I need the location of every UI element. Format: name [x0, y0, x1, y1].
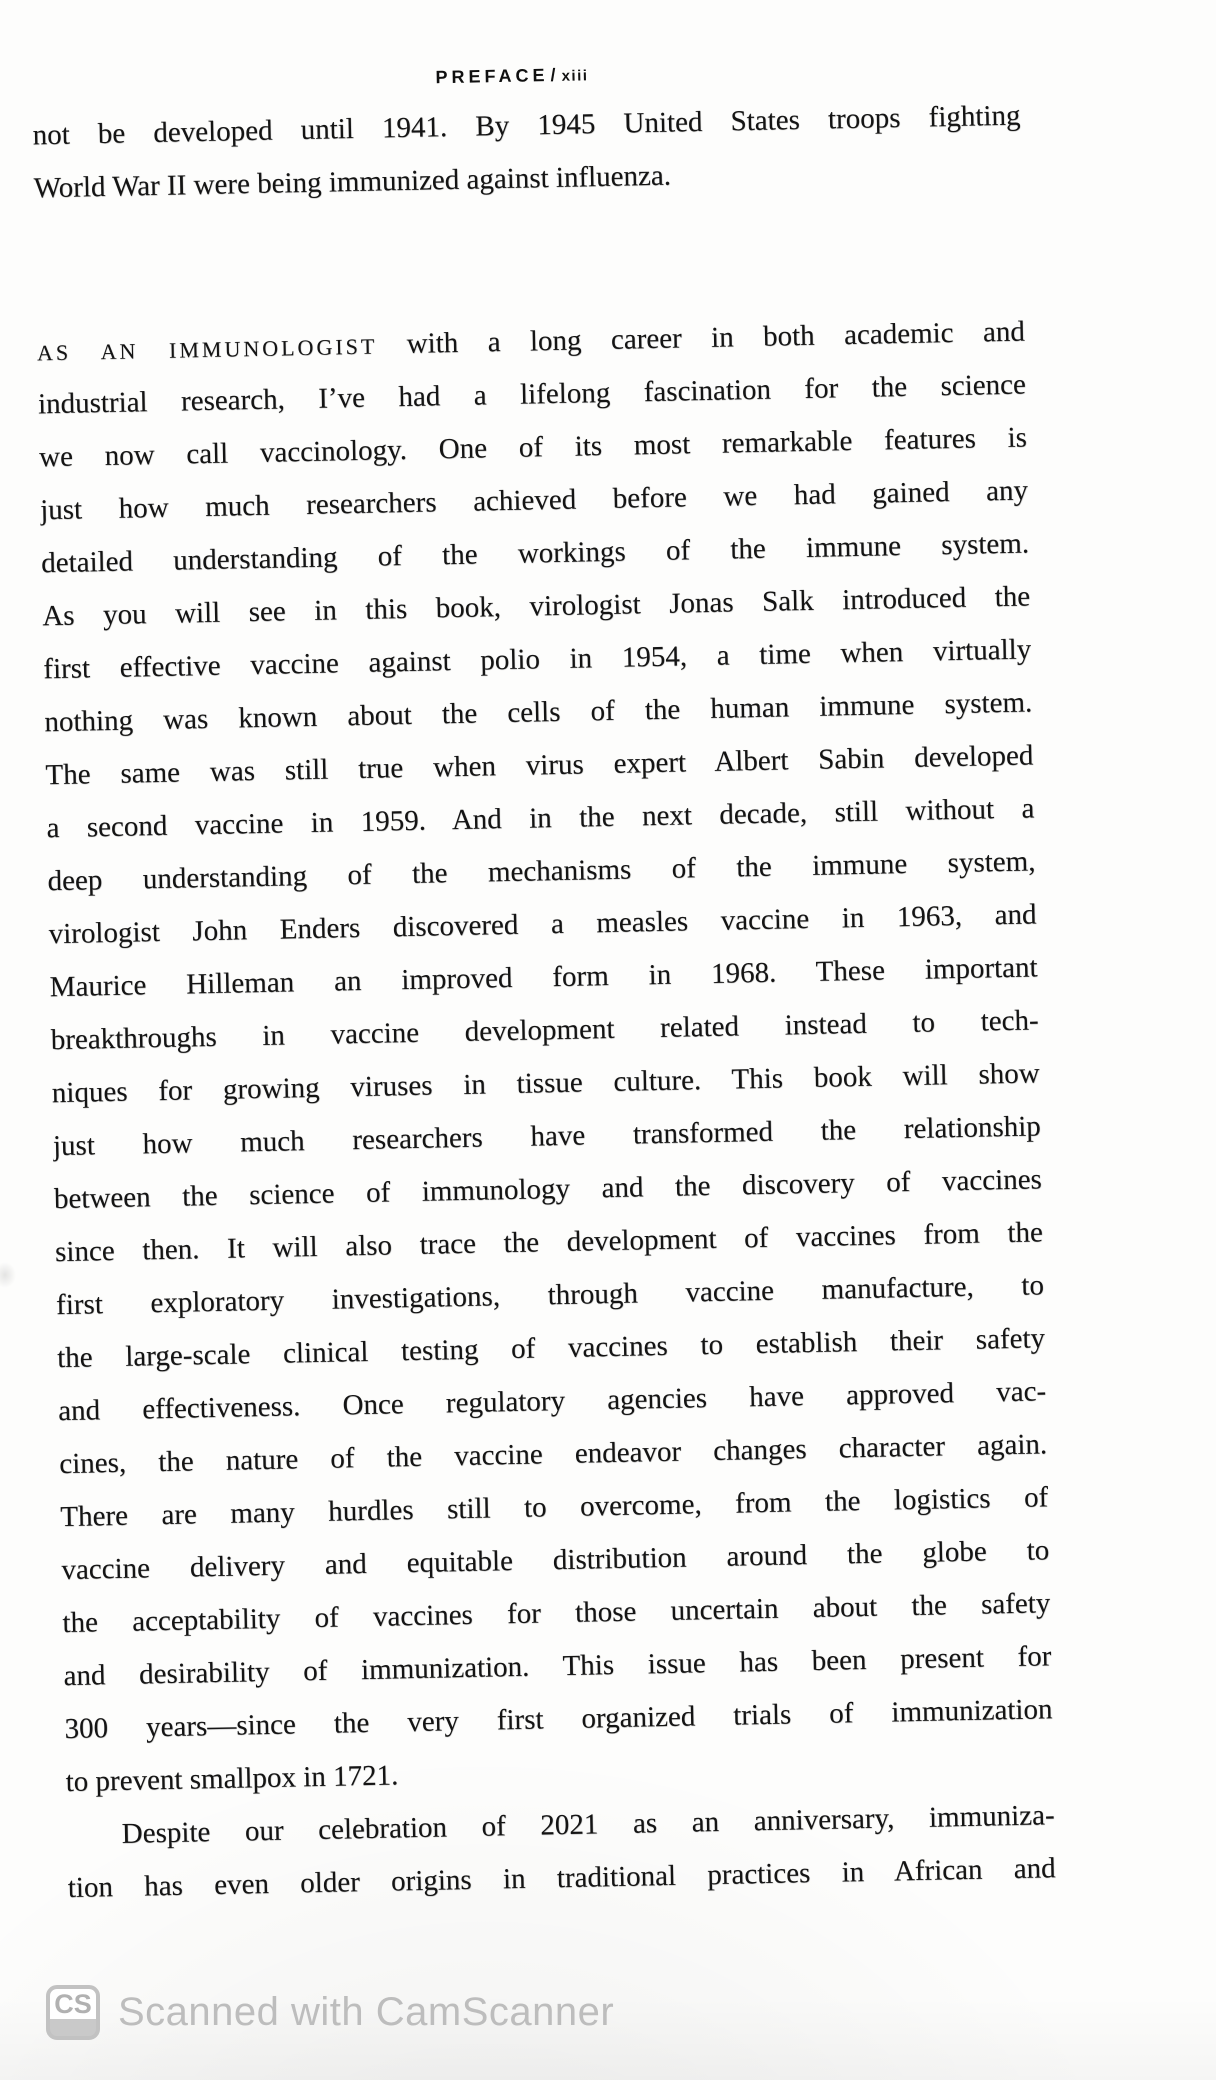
body-text [32, 90, 1056, 1915]
text-line: World War II were being immunized against influenza. [33, 159, 672, 205]
camscanner-watermark [46, 1985, 614, 2040]
text-line: we now call vaccinology. One of its most remarkable features is [38, 421, 1028, 474]
header-page-number: xiii [561, 67, 589, 85]
text-line: just how much researchers achieved before we had gained any [39, 474, 1029, 527]
text-line: since then. It will also trace the development of vaccines from the [54, 1216, 1044, 1269]
paragraph [36, 306, 1054, 1810]
watermark-label: Scanned with CamScanner [118, 1990, 615, 2034]
camscanner-icon-letters: CS [54, 1989, 92, 2019]
text-line: not be developed until 1941. By 1945 United States troops fighting [32, 99, 1021, 152]
text-line: 300 years—since the very first organized trials of immunization [64, 1693, 1053, 1746]
text-line: the large-scale clinical testing of vaccines to establish their safety [56, 1322, 1046, 1375]
text-line: a second vaccine in 1959. And in the next decade, still without a [46, 792, 1035, 845]
text-line: virologist John Enders discovered a measles vaccine in 1963, and [48, 898, 1037, 951]
page-header [435, 64, 588, 88]
text-line: tion has even older origins in traditional practices in African and [67, 1852, 1056, 1905]
text-line: The same was still true when virus expert Albert Sabin developed [45, 739, 1034, 792]
text-line: There are many hurdles still to overcome, from the logistics of [60, 1481, 1049, 1534]
text-line: nothing was known about the cells of the human immune system. [44, 686, 1033, 739]
header-title: PREFACE [435, 65, 549, 88]
text-line: AS AN IMMUNOLOGIST with a long career in both academic and [36, 315, 1026, 366]
text-line: As you will see in this book, virologist Jonas Salk introduced the [41, 580, 1031, 633]
text-line: niques for growing viruses in tissue culture. This book will show [51, 1057, 1040, 1110]
text-line: detailed understanding of the workings of the immune system. [40, 527, 1030, 580]
text-line: between the science of immunology and the discovery of vaccines [53, 1163, 1043, 1216]
text-line: Maurice Hilleman an improved form in 1968. These important [49, 951, 1038, 1004]
header-separator: / [550, 64, 556, 85]
text-line: and effectiveness. Once regulatory agencies have approved vac- [57, 1375, 1047, 1428]
text-line: Despite our celebration of 2021 as an anniversary, immuniza- [121, 1799, 1055, 1850]
text-line: the acceptability of vaccines for those uncertain about the safety [62, 1587, 1051, 1640]
small-caps-lead: AS AN IMMUNOLOGIST [36, 333, 378, 366]
text-line: industrial research, I’ve had a lifelong fascination for the science [37, 368, 1027, 421]
paragraph [32, 90, 1022, 216]
text-line: first exploratory investigations, through vaccine manufacture, to [55, 1269, 1045, 1322]
text-line: to prevent smallpox in 1721. [65, 1759, 399, 1799]
paragraph [66, 1789, 1056, 1915]
text-line: vaccine delivery and equitable distribution around the globe to [61, 1534, 1050, 1587]
text-line: first effective vaccine against polio in 1954, a time when virtually [43, 633, 1032, 686]
text-line: breakthroughs in vaccine development related instead to tech- [50, 1004, 1039, 1057]
text-line: and desirability of immunization. This issue has been present for [63, 1640, 1052, 1693]
text-line: deep understanding of the mechanisms of the immune system, [47, 845, 1036, 898]
camscanner-icon [46, 1985, 100, 2040]
text-line: just how much researchers have transformed the relationship [52, 1110, 1042, 1163]
text-line: cines, the nature of the vaccine endeavor changes character again. [58, 1428, 1048, 1481]
